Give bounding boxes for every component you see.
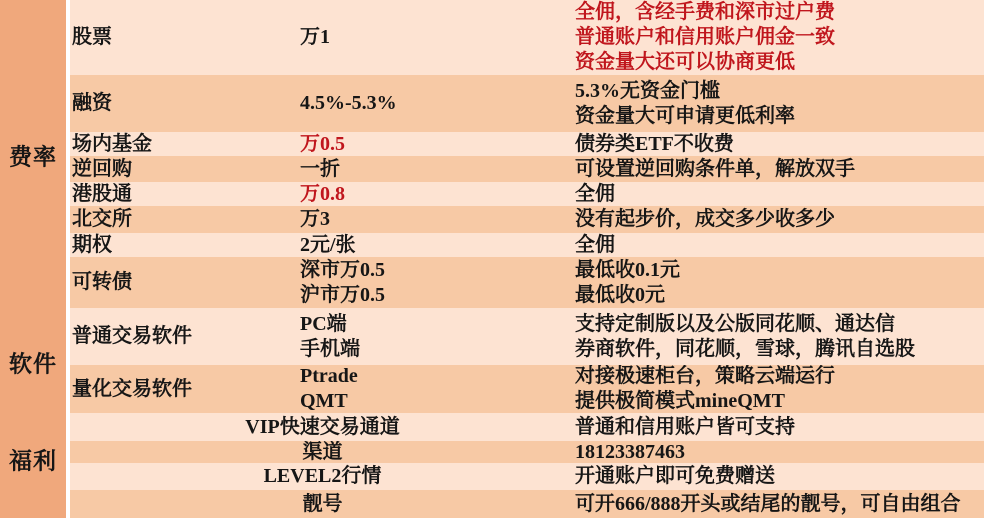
value-line: 沪市万0.5 — [300, 283, 385, 306]
desc-cell-convertible-bonds — [575, 258, 984, 308]
table-row-convertible-bonds — [70, 257, 984, 308]
value-cell-stock — [300, 25, 575, 50]
table-row-stock — [70, 0, 984, 75]
desc-line: 最低收0.1元 — [575, 258, 680, 281]
value-cell-exchange-funds — [300, 132, 575, 156]
item-cell-stock: 股票 — [72, 26, 112, 48]
item-cell-hk-stock-connect: 港股通 — [72, 182, 132, 205]
value-line: Ptrade — [300, 365, 358, 387]
item-cell-lucky-number: 靓号 — [302, 492, 343, 515]
desc-line: 最低收0元 — [575, 283, 665, 306]
item-cell-contact-channel: 渠道 — [302, 441, 343, 463]
value-cell-ordinary-trading-software — [300, 312, 575, 362]
desc-cell-hk-stock-connect — [575, 182, 984, 206]
desc-line: 可设置逆回购条件单，解放双手 — [575, 157, 855, 180]
desc-line: 对接极速柜台，策略云端运行 — [575, 365, 835, 387]
desc-cell-ordinary-trading-software — [575, 312, 984, 362]
desc-cell-stock — [575, 0, 984, 75]
desc-line: 5.3%无资金门槛 — [575, 79, 720, 102]
value-line: 手机端 — [300, 337, 360, 360]
desc-line: 可开666/888开头或结尾的靓号，可自由组合 — [575, 492, 961, 515]
value-line: PC端 — [300, 312, 347, 335]
table-row-quant-trading-software — [70, 365, 984, 413]
desc-line: 普通和信用账户皆可支持 — [575, 415, 795, 438]
value-cell-margin-financing — [300, 91, 575, 116]
item-cell-exchange-funds: 场内基金 — [72, 132, 152, 155]
desc-line: 18123387463 — [575, 441, 685, 463]
value-cell-hk-stock-connect — [300, 182, 575, 206]
table-row-beijing-exchange — [70, 206, 984, 233]
item-cell-options: 期权 — [72, 233, 112, 256]
value-line: 万3 — [300, 208, 330, 230]
desc-cell-options — [575, 233, 984, 257]
value-line: 2元/张 — [300, 233, 356, 256]
desc-line: 支持定制版以及公版同花顺、通达信 — [575, 312, 895, 335]
value-cell-quant-trading-software — [300, 365, 575, 413]
table-row-hk-stock-connect — [70, 182, 984, 206]
table-row-lucky-number — [70, 490, 984, 518]
desc-line: 券商软件，同花顺，雪球，腾讯自选股 — [575, 337, 915, 360]
category-label-benefits: 福利 — [9, 448, 57, 474]
item-cell-beijing-exchange: 北交所 — [72, 208, 132, 230]
desc-line: 资金量大可申请更低利率 — [575, 104, 795, 127]
item-cell-reverse-repo: 逆回购 — [72, 157, 132, 180]
table-row-margin-financing — [70, 75, 984, 132]
category-column — [0, 0, 66, 518]
value-line: QMT — [300, 390, 348, 412]
value-cell-options — [300, 233, 575, 257]
table-row-reverse-repo — [70, 156, 984, 182]
value-line: 深市万0.5 — [300, 258, 385, 281]
desc-cell-level2-quotes — [575, 464, 984, 489]
value-line: 4.5%-5.3% — [300, 92, 397, 114]
desc-line: 普通账户和信用账户佣金一致 — [575, 26, 835, 48]
item-cell-ordinary-trading-software: 普通交易软件 — [72, 325, 192, 347]
item-cell-margin-financing: 融资 — [72, 92, 112, 114]
value-cell-convertible-bonds — [300, 258, 575, 308]
desc-line: 资金量大还可以协商更低 — [575, 51, 795, 73]
value-line: 一折 — [300, 157, 340, 180]
value-line: 万0.5 — [300, 132, 345, 155]
desc-cell-quant-trading-software — [575, 365, 984, 413]
desc-cell-margin-financing — [575, 79, 984, 129]
value-cell-beijing-exchange — [300, 207, 575, 232]
item-cell-vip-fast-channel: VIP快速交易通道 — [245, 415, 400, 438]
table-row-ordinary-trading-software — [70, 308, 984, 365]
category-label-fees: 费率 — [9, 144, 57, 170]
table-rows — [70, 0, 984, 518]
desc-line: 债券类ETF不收费 — [575, 132, 734, 155]
table-row-level2-quotes — [70, 463, 984, 490]
desc-cell-exchange-funds — [575, 132, 984, 156]
desc-line: 全佣，含经手费和深市过户费 — [575, 1, 835, 23]
item-cell-level2-quotes: LEVEL2行情 — [263, 465, 382, 487]
item-cell-quant-trading-software: 量化交易软件 — [72, 377, 192, 400]
desc-cell-reverse-repo — [575, 157, 984, 182]
desc-cell-contact-channel — [575, 441, 984, 463]
desc-cell-vip-fast-channel — [575, 415, 984, 440]
value-line: 万1 — [300, 26, 330, 48]
table-row-vip-fast-channel — [70, 413, 984, 441]
value-cell-reverse-repo — [300, 157, 575, 182]
table-row-exchange-funds — [70, 132, 984, 156]
desc-cell-beijing-exchange — [575, 207, 984, 232]
desc-line: 提供极简模式mineQMT — [575, 390, 785, 412]
table-row-options — [70, 233, 984, 257]
category-label-software: 软件 — [9, 351, 57, 377]
item-cell-convertible-bonds: 可转债 — [72, 271, 132, 293]
desc-line: 没有起步价，成交多少收多少 — [575, 208, 835, 230]
desc-line: 全佣 — [575, 182, 615, 205]
desc-cell-lucky-number — [575, 492, 984, 517]
table-row-contact-channel — [70, 441, 984, 463]
desc-line: 开通账户即可免费赠送 — [575, 465, 775, 487]
value-line: 万0.8 — [300, 182, 345, 205]
desc-line: 全佣 — [575, 233, 615, 256]
